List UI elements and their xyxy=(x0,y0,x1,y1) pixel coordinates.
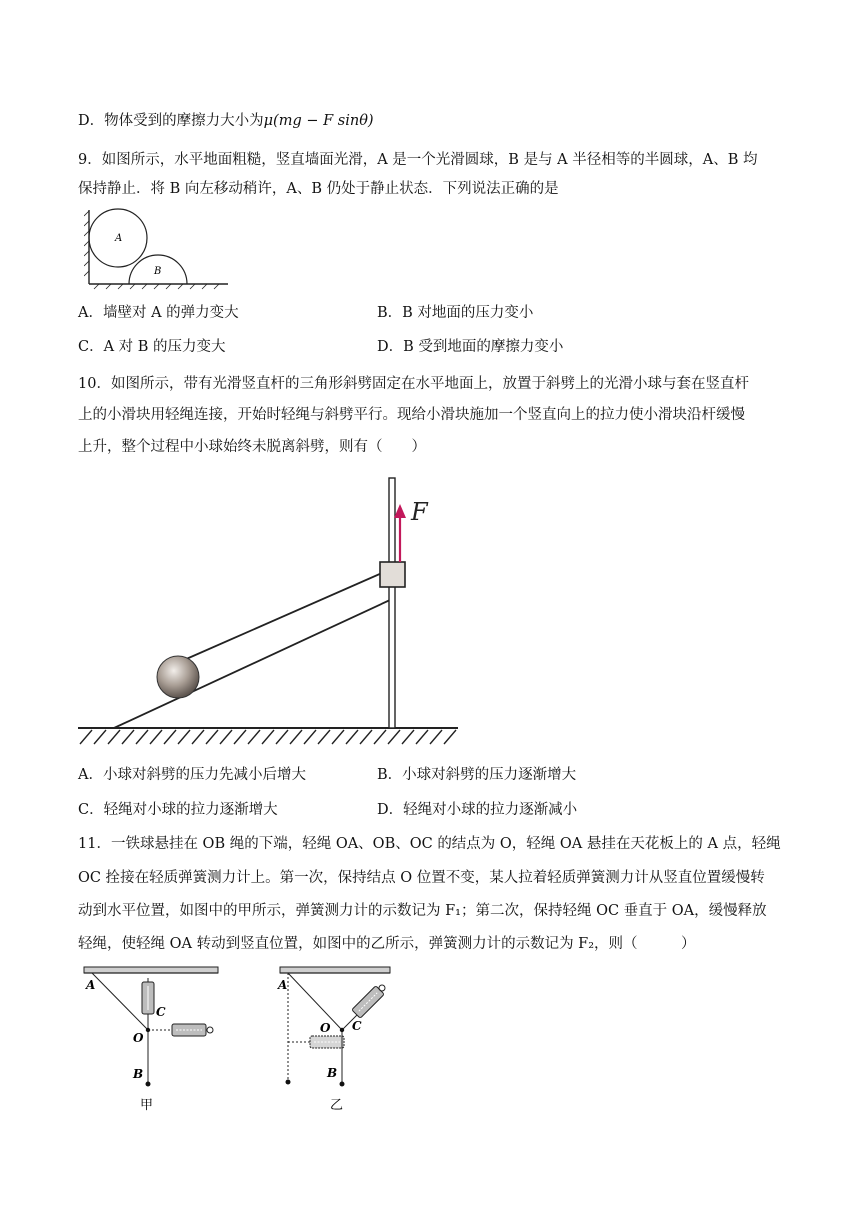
q11-stem-line3: 动到水平位置，如图中的甲所示，弹簧测力计的示数记为 F₁；第二次，保持轻绳 OC 垂直于 OA，缓慢释放 xyxy=(78,903,767,919)
q9-option-b: B．B 对地面的压力变小 xyxy=(377,305,534,321)
q11-caption-jia: 甲 xyxy=(140,1098,154,1113)
q10-option-c: C．轻绳对小球的拉力逐渐增大 xyxy=(78,802,278,818)
q11-jia-label-c: C xyxy=(156,1005,166,1019)
q10-slider-block xyxy=(380,562,405,587)
q10-stem-line2: 上的小滑块用轻绳连接，开始时轻绳与斜劈平行。现给小滑块施加一个竖直向上的拉力使小滑块沿杆缓慢 xyxy=(78,407,745,423)
q11-jia-label-b: B xyxy=(133,1067,144,1081)
q10-ball xyxy=(157,656,199,698)
q11-figure-yi xyxy=(276,964,406,1114)
q10-stem-line1: 10．如图所示，带有光滑竖直杆的三角形斜劈固定在水平地面上，放置于斜劈上的光滑小球与套在竖直杆 xyxy=(78,376,749,392)
q11-jia-label-o: O xyxy=(133,1031,144,1045)
q9-stem-line2: 保持静止．将 B 向左移动稍许，A、B 仍处于静止状态．下列说法正确的是 xyxy=(78,181,559,197)
q11-stem-line2: OC 拴接在轻质弹簧测力计上。第一次，保持结点 O 位置不变，某人拉着轻质弹簧测力计从竖直位置缓慢转 xyxy=(78,870,765,886)
q9-option-c: C．A 对 B 的压力变大 xyxy=(78,339,226,355)
q8-option-d-formula: μ(mg − F sinθ) xyxy=(263,113,374,129)
q11-caption-yi: 乙 xyxy=(330,1098,344,1113)
q9-option-d: D．B 受到地面的摩擦力变小 xyxy=(377,339,564,355)
q11-jia-label-a: A xyxy=(86,978,96,992)
q9-ball-b-label: B xyxy=(154,266,162,277)
q11-yi-label-a: A xyxy=(278,978,288,992)
q11-yi-label-c: C xyxy=(352,1019,362,1033)
q10-incline xyxy=(114,600,390,728)
q11-yi-label-o: O xyxy=(320,1021,331,1035)
q10-figure xyxy=(78,470,464,752)
q10-option-b: B．小球对斜劈的压力逐渐增大 xyxy=(377,767,577,783)
q10-stem-line3: 上升，整个过程中小球始终未脱离斜劈，则有（ ） xyxy=(78,439,426,455)
q10-option-a: A．小球对斜劈的压力先减小后增大 xyxy=(78,767,306,783)
q10-rod xyxy=(389,478,395,728)
q11-stem-line4: 轻绳，使轻绳 OA 转动到竖直位置，如图中的乙所示，弹簧测力计的示数记为 F₂，则（ ） xyxy=(78,936,696,952)
q11-stem-line1: 11．一铁球悬挂在 OB 绳的下端，轻绳 OA、OB、OC 的结点为 O，轻绳 OA 悬挂在天花板上的 A 点，轻绳 xyxy=(78,836,781,852)
q9-stem-line1: 9．如图所示，水平地面粗糙，竖直墙面光滑，A 是一个光滑圆球，B 是与 A 半径相等的半圆球，A、B 均 xyxy=(78,152,758,168)
q9-ball-a-label: A xyxy=(115,233,123,244)
q9-option-a: A．墙壁对 A 的弹力变大 xyxy=(78,305,239,321)
q8-option-d-text: D．物体受到的摩擦力大小为 xyxy=(78,113,264,129)
q11-yi-label-b: B xyxy=(327,1066,338,1080)
q9-figure xyxy=(84,208,234,290)
q10-option-d: D．轻绳对小球的拉力逐渐减小 xyxy=(377,802,578,818)
q11-figure-jia xyxy=(80,964,230,1114)
q8-option-d xyxy=(78,111,374,131)
q10-force-label: F xyxy=(411,498,428,526)
